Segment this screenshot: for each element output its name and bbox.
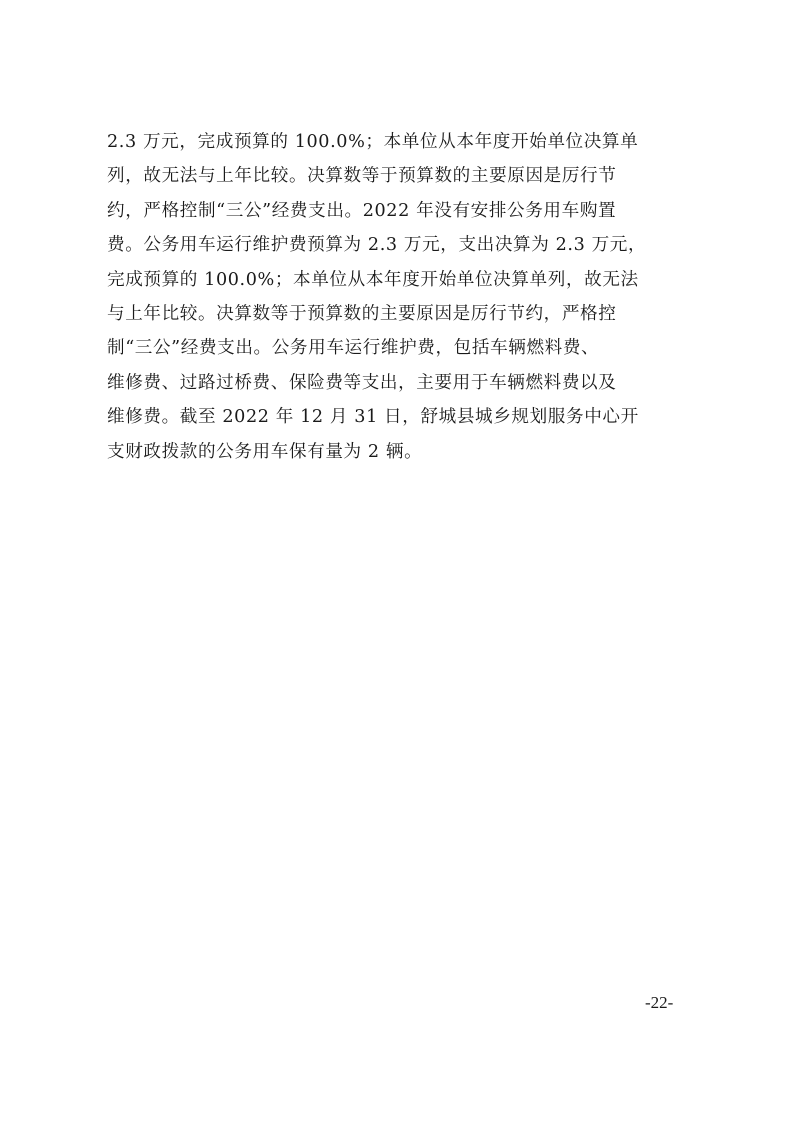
paragraph-line: 完成预算的 100.0%；本单位从本年度开始单位决算单列，故无法 (107, 269, 639, 290)
paragraph-line: 支财政拨款的公务用车保有量为 2 辆。 (107, 441, 423, 462)
paragraph-line: 维修费。截至 2022 年 12 月 31 日，舒城县城乡规划服务中心开 (107, 407, 639, 428)
body-paragraph (107, 125, 697, 469)
paragraph-line: 制“三公”经费支出。公务用车运行维护费，包括车辆燃料费、 (107, 338, 600, 359)
page-number: -22- (645, 993, 674, 1012)
paragraph-line: 2.3 万元，完成预算的 100.0%；本单位从本年度开始单位决算单 (107, 132, 639, 152)
paragraph-line: 维修费、过路过桥费、保险费等支出，主要用于车辆燃料费以及 (107, 372, 617, 393)
paragraph-line: 与上年比较。决算数等于预算数的主要原因是厉行节约，严格控 (107, 303, 617, 324)
paragraph-line: 约，严格控制“三公”经费支出。2022 年没有安排公务用车购置 (107, 200, 617, 221)
paragraph-line: 列，故无法与上年比较。决算数等于预算数的主要原因是厉行节 (107, 166, 617, 187)
paragraph-line: 费。公务用车运行维护费预算为 2.3 万元，支出决算为 2.3 万元， (107, 235, 647, 256)
